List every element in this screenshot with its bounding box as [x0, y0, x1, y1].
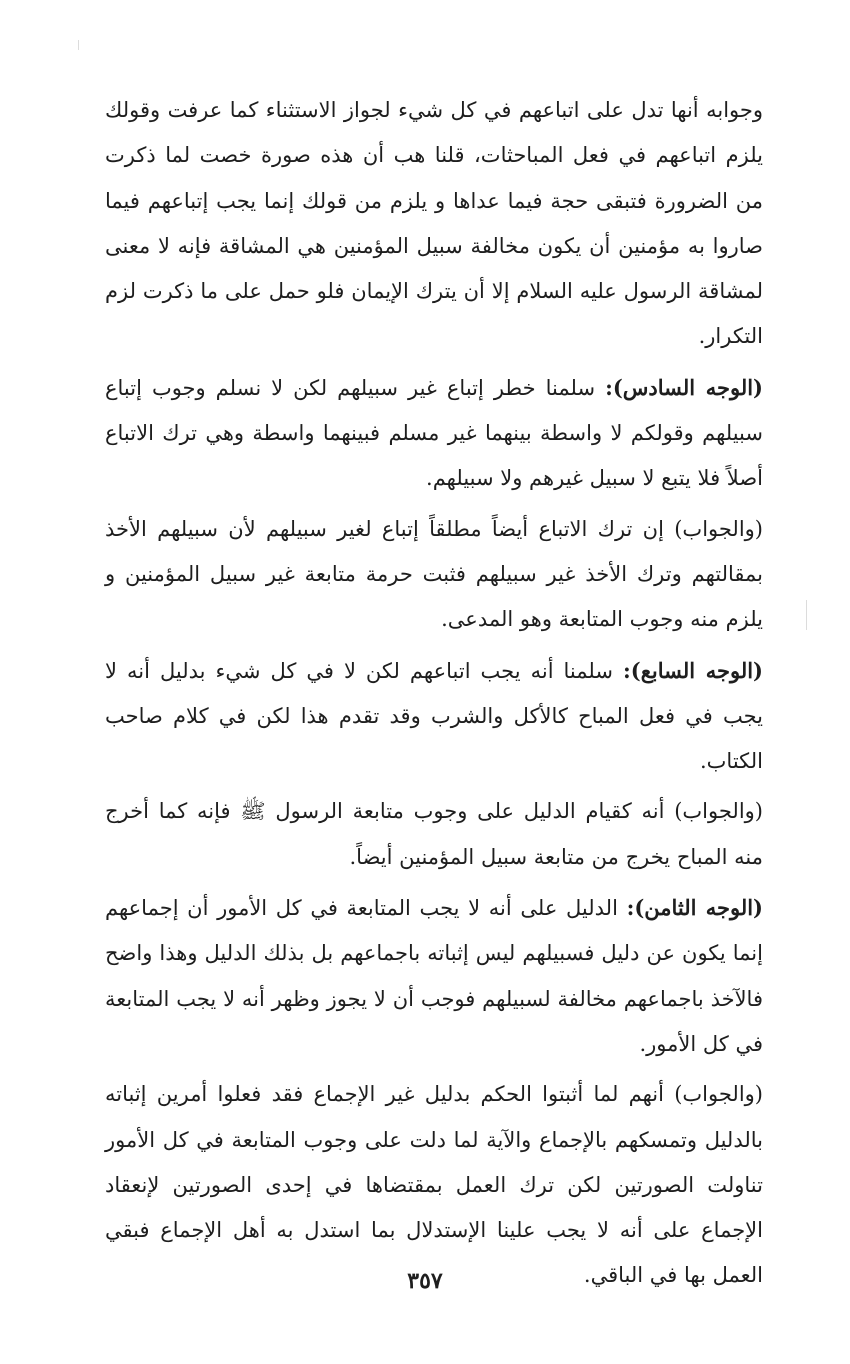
paragraph-6-text: الدليل على أنه لا يجب المتابعة في كل الأمور أن إجماعهم إنما يكون عن دليل فسبيلهم ليس إثباته باجماعهم بل بذلك الدليل وهذا واضح فالآخذ باجماعهم مخالفة لسبيلهم فوجب أن لا يجوز وظهر أنه لا يجب المتابعة في كل الأمور.	[105, 896, 763, 1056]
paragraph-2	[105, 365, 763, 502]
page-body	[105, 88, 763, 1299]
scan-mark-left	[78, 40, 79, 50]
paragraph-4-heading: (الوجه السابع):	[623, 657, 763, 683]
paragraph-2-heading: (الوجه السادس):	[605, 374, 763, 400]
page-number: ٣٥٧	[407, 1268, 443, 1294]
paragraph-1-text: وجوابه أنها تدل على اتباعهم في كل شيء لجواز الاستثناء كما عرفت وقولك يلزم اتباعهم في فعل المباحثات، قلنا هب أن هذه صورة خصت لما ذكرت من الضرورة فتبقى حجة فيما عداها و يلزم من قولك إنما يجب إتباعهم فيما صاروا به مؤمنين أن يكون مخالفة سبيل المؤمنين هي المشاقة فإنه لا معنى لمشاقة الرسول عليه السلام إلا أن يترك الإيمان فلو حمل على ما ذكرت لزم التكرار.	[105, 98, 763, 349]
paragraph-3-text: (والجواب) إن ترك الاتباع أيضاً مطلقاً إتباع لغير سبيلهم لأن سبيلهم الأخذ بمقالتهم وترك الأخذ غير سبيلهم فثبت حرمة متابعة غير سبيل المؤمنين و يلزم منه وجوب المتابعة وهو المدعى.	[105, 516, 763, 632]
paragraph-6-heading: (الوجه الثامن):	[626, 895, 763, 921]
paragraph-2-text: سلمنا خطر إتباع غير سبيلهم لكن لا نسلم وجوب إتباع سبيلهم وقولكم لا واسطة بينهما غير مسلم فبينهما واسطة وهي ترك الاتباع أصلاً فلا يتبع لا سبيل غيرهم ولا سبيلهم.	[105, 375, 763, 491]
paragraph-4	[105, 648, 763, 785]
paragraph-3	[105, 507, 763, 643]
scan-mark-right	[806, 600, 807, 630]
paragraph-5-text: (والجواب) أنه كقيام الدليل على وجوب متابعة الرسول ﷺ فإنه كما أخرج منه المباح يخرج من متابعة سبيل المؤمنين أيضاً.	[105, 799, 763, 869]
paragraph-4-text: سلمنا أنه يجب اتباعهم لكن لا في كل شيء بدليل أنه لا يجب في فعل المباح كالأكل والشرب وقد تقدم هذا لكن في كلام صاحب الكتاب.	[105, 658, 763, 774]
paragraph-7	[105, 1072, 763, 1298]
paragraph-7-text: (والجواب) أنهم لما أثبتوا الحكم بدليل غير الإجماع فقد فعلوا أمرين إثباته بالدليل وتمسكهم بالإجماع والآية لما دلت على وجوب المتابعة في كل الأمور تناولت الصورتين لكن ترك العمل بمقتضاها في إحدى الصورتين لإنعقاد الإجماع على أنه لا يجب علينا الإستدلال بما استدل به أهل الإجماع فبقي العمل بها في الباقي.	[105, 1082, 763, 1288]
paragraph-5	[105, 789, 763, 880]
paragraph-1	[105, 88, 763, 360]
paragraph-6	[105, 885, 763, 1067]
